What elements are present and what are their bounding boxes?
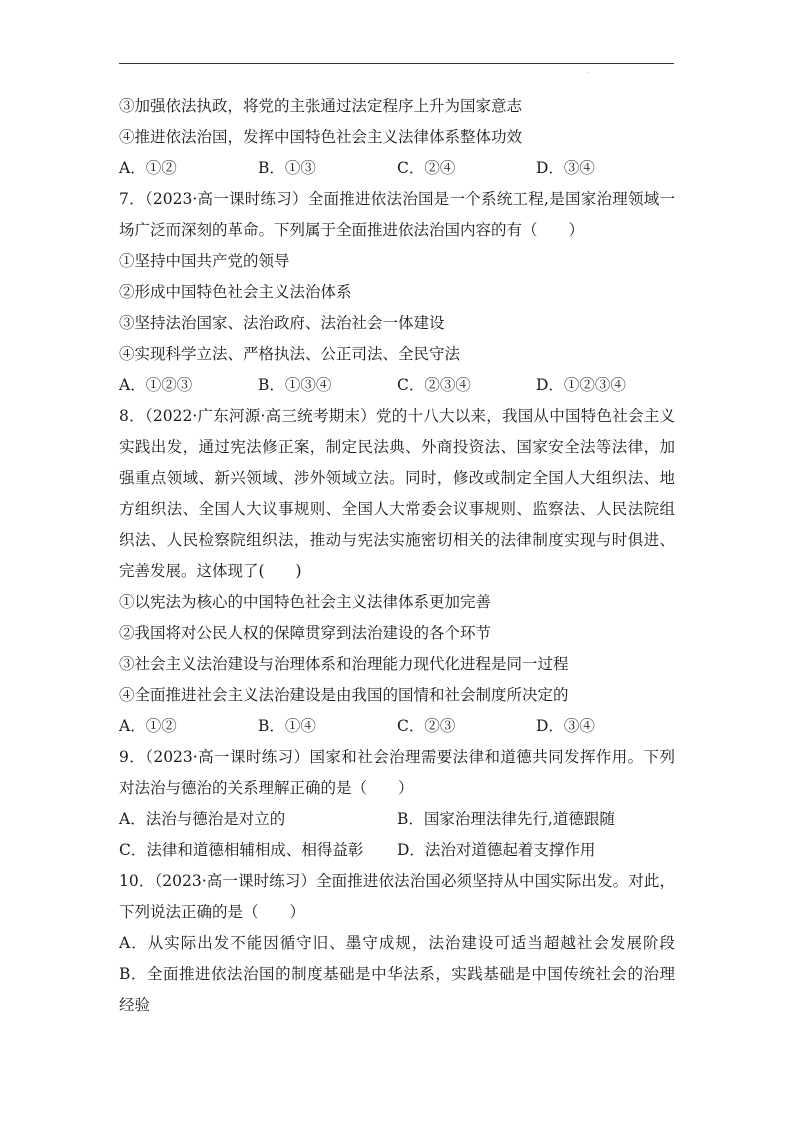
- text-line: 场广泛而深刻的革命。下列属于全面推进依法治国内容的有（ ）: [119, 221, 585, 239]
- answer-option: B．①④: [258, 717, 316, 735]
- answer-options: [119, 804, 675, 835]
- answer-options: [119, 835, 675, 866]
- header-rule: [119, 63, 674, 64]
- text-line: 8．（2022·广东河源·高三统考期末）党的十八大以来，我国从中国特色社会主义: [119, 407, 675, 425]
- answer-option: B．①③④: [258, 376, 332, 394]
- text-line: 9．（2023·高一课时练习）国家和社会治理需要法律和道德共同发挥作用。下列: [119, 748, 675, 766]
- header-mark: ·: [588, 70, 590, 77]
- text-line: 7．（2023·高一课时练习）全面推进依法治国是一个系统工程,是国家治理领域一: [119, 190, 675, 208]
- text-line: 经验: [119, 996, 151, 1014]
- text-line: ③社会主义法治建设与治理体系和治理能力现代化进程是同一过程: [119, 655, 569, 673]
- answer-options: [119, 711, 675, 742]
- text-line: ④推进依法治国，发挥中国特色社会主义法律体系整体功效: [119, 128, 523, 146]
- answer-option: A．①②: [119, 717, 177, 735]
- answer-option: D．法治对道德起着支撑作用: [397, 841, 596, 859]
- text-line: 强重点领域、新兴领域、涉外领域立法。同时，修改或制定全国人大组织法、地: [119, 469, 675, 487]
- answer-option: D．①②③④: [536, 376, 626, 394]
- text-line: ③加强依法执政，将党的主张通过法定程序上升为国家意志: [119, 97, 523, 115]
- answer-option: C．②③④: [397, 376, 471, 394]
- answer-option: A．法治与德治是对立的: [119, 810, 286, 828]
- text-line: 方组织法、全国人大议事规则、全国人大常委会议事规则、监察法、人民法院组: [119, 500, 675, 518]
- text-line: ④全面推进社会主义法治建设是由我国的国情和社会制度所决定的: [119, 686, 569, 704]
- answer-option: C．②③: [397, 717, 456, 735]
- text-line: ②形成中国特色社会主义法治体系: [119, 283, 352, 301]
- answer-option: A．①②: [119, 159, 177, 177]
- answer-option: A．①②③: [119, 376, 193, 394]
- text-line: 下列说法正确的是（ ）: [119, 903, 306, 921]
- text-line: 10．（2023·高一课时练习）全面推进依法治国必须坚持从中国实际出发。对此，: [119, 872, 675, 890]
- text-line: ①以宪法为核心的中国特色社会主义法律体系更加完善: [119, 593, 492, 611]
- text-line: ③坚持法治国家、法治政府、法治社会一体建设: [119, 314, 445, 332]
- answer-option: B．①③: [258, 159, 316, 177]
- answer-option: D．③④: [536, 717, 595, 735]
- answer-option: B．国家治理法律先行,道德跟随: [397, 810, 615, 828]
- text-line: ①坚持中国共产党的领导: [119, 252, 290, 270]
- text-line: A．从实际出发不能因循守旧、墨守成规，法治建设可适当超越社会发展阶段: [119, 934, 675, 952]
- text-line: 织法、人民检察院组织法，推动与宪法实施密切相关的法律制度实现与时俱进、: [119, 531, 675, 549]
- text-line: 对法治与德治的关系理解正确的是（ ）: [119, 779, 414, 797]
- answer-options: [119, 153, 675, 184]
- text-line: 实践出发，通过宪法修正案，制定民法典、外商投资法、国家安全法等法律，加: [119, 438, 675, 456]
- text-line: 完善发展。这体现了( ): [119, 562, 302, 580]
- answer-option: C．②④: [397, 159, 456, 177]
- question-content: [119, 91, 675, 1021]
- answer-option: C．法律和道德相辅相成、相得益彰: [119, 841, 364, 859]
- text-line: ②我国将对公民人权的保障贯穿到法治建设的各个环节: [119, 624, 492, 642]
- text-line: B．全面推进依法治国的制度基础是中华法系，实践基础是中国传统社会的治理: [119, 965, 675, 983]
- text-line: ④实现科学立法、严格执法、公正司法、全民守法: [119, 345, 461, 363]
- answer-options: [119, 370, 675, 401]
- answer-option: D．③④: [536, 159, 595, 177]
